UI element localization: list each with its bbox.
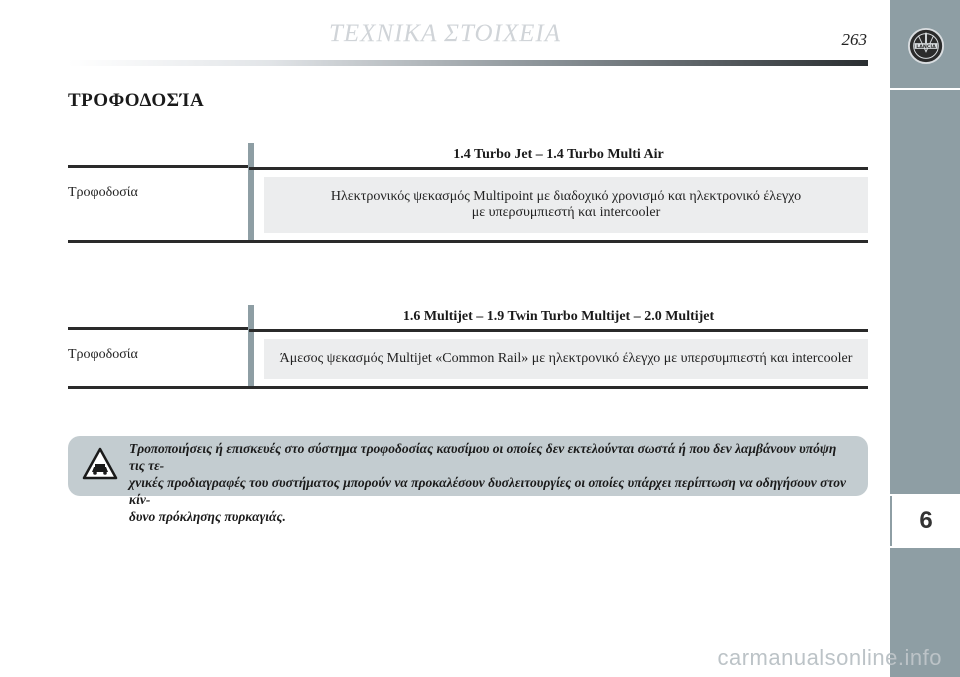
table-bottom-rule — [68, 240, 868, 243]
table-row-divider — [68, 165, 248, 168]
table-row-label: Τροφοδοσία — [68, 185, 138, 200]
sidebar-divider — [890, 546, 960, 548]
table-row-label: Τροφοδοσία — [68, 347, 138, 362]
spec-table-petrol — [68, 143, 868, 245]
warning-text — [129, 440, 849, 525]
watermark: carmanualsonline.info — [717, 645, 942, 670]
table-row-divider — [68, 327, 248, 330]
spec-table-diesel — [68, 305, 868, 391]
table-bottom-rule — [68, 386, 868, 389]
table-cell-value — [264, 177, 868, 233]
sidebar-logo-area — [890, 0, 960, 88]
warning-box — [68, 436, 868, 524]
table-cell-line: Ηλεκτρονικός ψεκασμός Multipoint με διαδοχικό χρονισμό και ηλεκτρονικό έλεγχο — [330, 189, 802, 204]
page-number: 263 — [841, 30, 867, 49]
warning-line: χνικές προδιαγραφές του συστήματος μπορούν να προκαλέσουν δυσλειτουργίες οι οποίες υπάρχει περίπτωση να οδηγήσουν στον κίν- — [129, 475, 846, 507]
warning-line: Τροποποιήσεις ή επισκευές στο σύστημα τροφοδοσίας καυσίμου οι οποίες δεν εκτελούνται σωστά ή που δεν λαμβάνουν υπόψη τις τε- — [129, 441, 837, 473]
header-divider — [68, 60, 868, 66]
svg-text:LANCIA: LANCIA — [916, 44, 936, 50]
table-column-header: 1.6 Multijet – 1.9 Twin Turbo Multijet – 2.0 Multijet — [249, 305, 868, 332]
table-cell-line: Άμεσος ψεκασμός Multijet «Common Rail» με ηλεκτρονικό έλεγχο με υπερσυμπιεστή και intercooler — [279, 351, 853, 366]
running-header-title: ΤΕΧΝΙΚΑ ΣΤΟΙΧΕΙΑ — [328, 20, 561, 47]
table-cell-line: με υπερσυμπιεστή και intercooler — [471, 205, 661, 220]
section-title: ΤΡΟΦΟΔΟΣΊΑ — [68, 90, 205, 111]
table-column-header: 1.4 Turbo Jet – 1.4 Turbo Multi Air — [249, 143, 868, 170]
chapter-number: 6 — [890, 496, 960, 546]
chapter-sidebar — [890, 0, 960, 677]
table-cell-value — [264, 339, 868, 379]
sidebar-divider — [890, 88, 960, 90]
warning-line: δυνο πρόκλησης πυρκαγιάς. — [129, 509, 286, 524]
lancia-logo-icon — [907, 27, 945, 65]
warning-triangle-icon — [82, 446, 118, 482]
